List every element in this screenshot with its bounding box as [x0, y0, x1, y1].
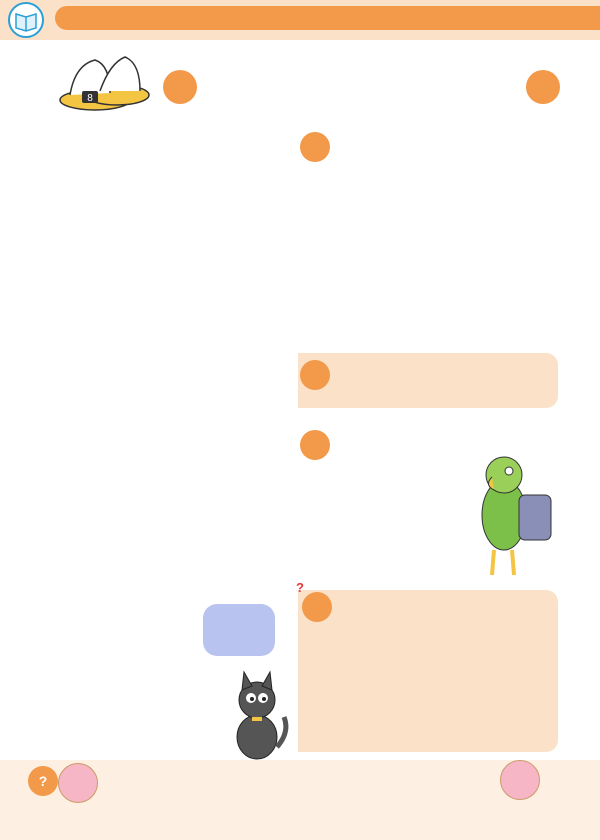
task-number — [300, 360, 330, 390]
task-number — [300, 132, 330, 162]
book-icon — [8, 2, 44, 38]
divide-badge — [526, 70, 560, 104]
multiply-badge — [163, 70, 197, 104]
caterpillar-head-right — [500, 760, 540, 800]
question-icon: ? — [296, 580, 304, 595]
task-72 — [300, 128, 558, 168]
task-80-box — [298, 353, 558, 408]
cat-illustration — [222, 662, 292, 762]
svg-text:8: 8 — [87, 93, 93, 104]
question-badge: ? — [28, 766, 58, 796]
shoes-illustration — [55, 45, 155, 115]
speech-bubble — [203, 604, 275, 656]
task-number — [302, 592, 332, 622]
header-bar — [55, 6, 600, 30]
task-number — [300, 430, 330, 460]
task-96-box — [298, 590, 558, 752]
caterpillar-head-left — [58, 763, 98, 803]
parrot-illustration — [464, 445, 559, 585]
